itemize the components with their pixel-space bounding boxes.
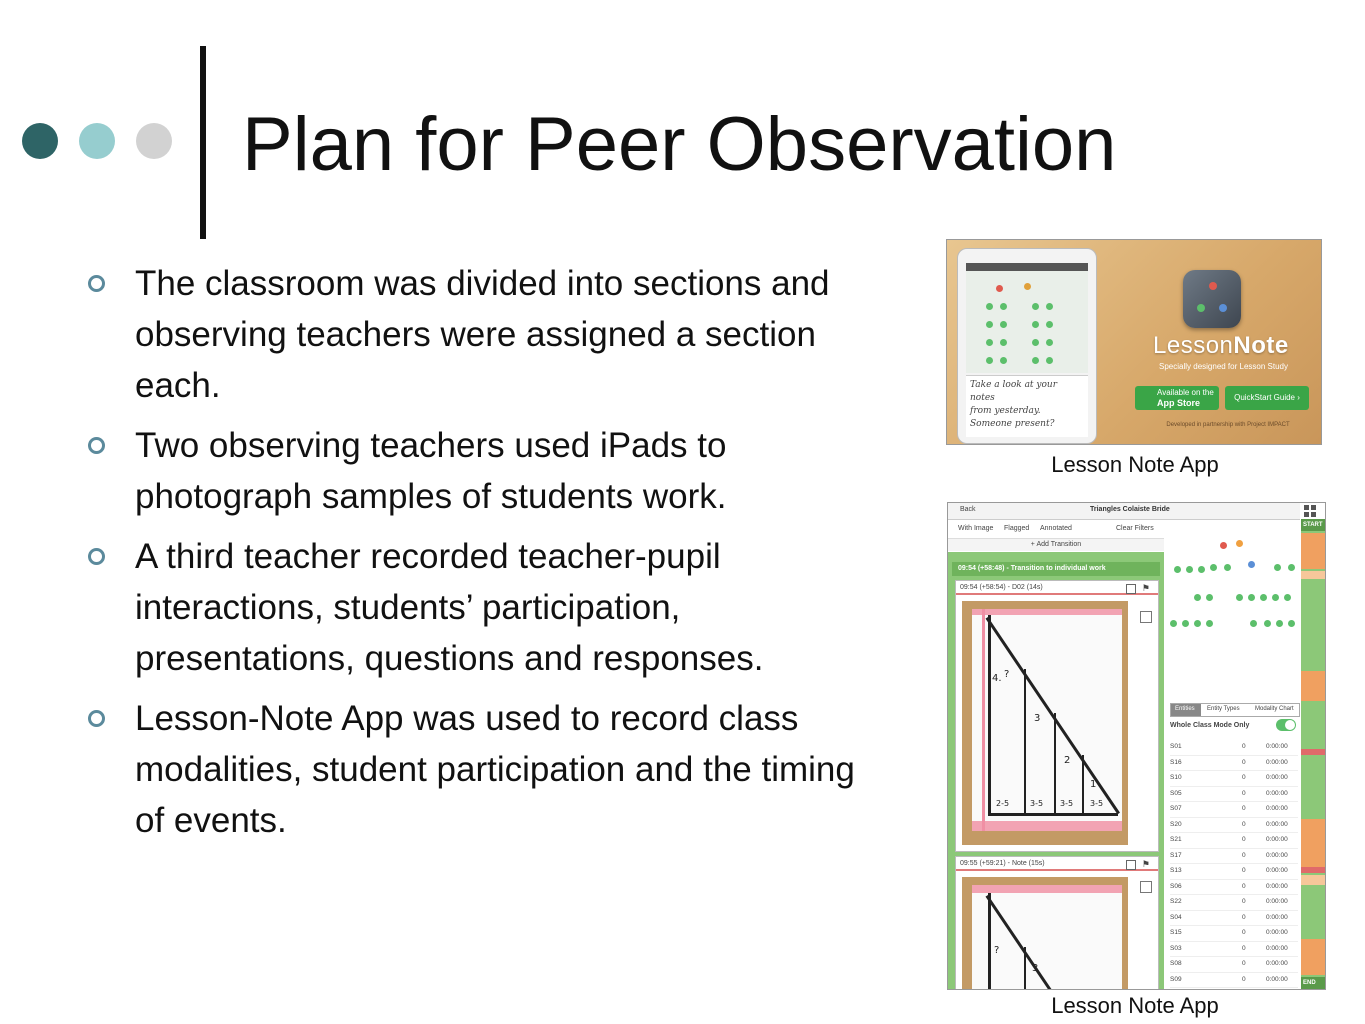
student-time: 0:00:00 <box>1266 774 1288 781</box>
student-count: 0 <box>1242 743 1246 750</box>
student-count: 0 <box>1242 805 1246 812</box>
bullet-item <box>88 693 888 846</box>
student-node-icon <box>1288 620 1295 627</box>
student-id: S06 <box>1170 882 1182 890</box>
timeline-segment <box>1301 533 1325 569</box>
student-id: S05 <box>1170 789 1182 797</box>
student-id: S08 <box>1170 960 1182 967</box>
student-node-icon <box>986 321 993 328</box>
tab-entity-types: Entity Types <box>1207 706 1240 712</box>
bullet-item <box>88 420 888 522</box>
bullet-ring-icon <box>88 275 105 292</box>
student-row <box>1170 973 1298 989</box>
student-time: 0:00:00 <box>1266 758 1288 766</box>
student-node-icon <box>1276 620 1283 627</box>
student-row <box>1170 895 1298 911</box>
triangle-edge <box>986 617 1120 814</box>
bullet-item <box>88 531 888 684</box>
promo-tagline: Specially designed for Lesson Study <box>1159 362 1288 371</box>
flag-icon: ⚑ <box>1141 583 1150 593</box>
app-header <box>948 503 1300 520</box>
student-node-icon <box>986 303 993 310</box>
expand-icon <box>1140 881 1152 893</box>
bullet-ring-icon <box>88 710 105 727</box>
lessonnote-promo-image <box>946 239 1322 445</box>
worksheet <box>972 609 1122 831</box>
student-id: S13 <box>1170 867 1182 874</box>
bullet-text: Two observing teachers used iPads to photograph samples of students work. <box>135 426 727 516</box>
store-label: App Store <box>1157 398 1201 408</box>
student-node-icon <box>986 339 993 346</box>
pink-border <box>972 821 1122 831</box>
filter-annotated: Annotated <box>1040 525 1072 532</box>
student-id: S20 <box>1170 820 1182 828</box>
student-node-icon <box>1260 594 1267 601</box>
teacher-node-icon <box>1236 540 1243 547</box>
filter-bar <box>948 520 1164 539</box>
student-node-icon <box>1194 594 1201 601</box>
student-count: 0 <box>1242 774 1246 781</box>
student-count: 0 <box>1242 758 1246 766</box>
lessonnote-app-icon <box>1183 270 1241 328</box>
student-row <box>1170 833 1298 849</box>
student-time: 0:00:00 <box>1266 867 1288 874</box>
student-node-icon <box>1032 357 1039 364</box>
worksheet-mark: 3-5 <box>1090 799 1104 808</box>
worksheet-mark: 2 <box>1064 755 1071 766</box>
student-id: S01 <box>1170 743 1182 750</box>
student-node-icon <box>1046 303 1053 310</box>
filter-flagged: Flagged <box>1004 525 1030 532</box>
student-id: S09 <box>1170 975 1182 983</box>
section-line <box>1024 669 1026 815</box>
bullet-list <box>88 258 888 855</box>
worksheet-mark: 3 <box>1034 713 1041 724</box>
worksheet-mark: ? <box>1004 669 1010 680</box>
student-work-photo <box>962 601 1128 845</box>
event-card-header: 09:54 (+58:54) - D02 (14s) <box>956 581 1158 595</box>
slide-title: Plan for Peer Observation <box>242 102 1117 187</box>
student-time: 0:00:00 <box>1266 836 1288 843</box>
student-count: 0 <box>1242 975 1246 983</box>
student-count: 0 <box>1242 836 1246 843</box>
student-node-icon <box>1032 321 1039 328</box>
student-id: S07 <box>1170 805 1182 812</box>
transition-banner: 09:54 (+58:48) - Transition to individual work <box>952 562 1160 576</box>
flag-icon: ⚑ <box>1141 859 1150 869</box>
student-node-icon <box>1024 283 1031 290</box>
student-node-icon <box>1000 321 1007 328</box>
worksheet-mark: 2-5 <box>996 799 1010 808</box>
class-panel <box>1166 520 1300 989</box>
triangle-edge <box>988 893 991 990</box>
timeline-end-label: END <box>1303 980 1316 986</box>
bullet-ring-icon <box>88 548 105 565</box>
pink-border <box>972 609 1122 615</box>
student-node-icon <box>1046 339 1053 346</box>
worksheet-mark: 3-5 <box>1030 799 1044 808</box>
pink-border <box>972 885 1122 893</box>
student-id: S16 <box>1170 758 1182 766</box>
student-id: S04 <box>1170 913 1182 921</box>
worksheet-mark: ? <box>994 945 1000 956</box>
ipad-handwritten-note <box>966 375 1088 437</box>
timeline-segment <box>1301 875 1325 885</box>
student-row <box>1170 802 1298 818</box>
ipad-device <box>957 248 1097 444</box>
worksheet <box>972 885 1122 990</box>
student-node-icon <box>1198 566 1205 573</box>
student-count: 0 <box>1242 882 1246 890</box>
student-row <box>1170 880 1298 896</box>
student-row <box>1170 771 1298 787</box>
event-card <box>955 856 1159 990</box>
student-row <box>1170 818 1298 834</box>
student-node-icon <box>986 357 993 364</box>
student-count: 0 <box>1242 929 1246 936</box>
timeline-segment <box>1301 819 1325 867</box>
student-node-icon <box>1000 357 1007 364</box>
filter-with-image: With Image <box>958 525 994 532</box>
student-node-icon <box>1248 594 1255 601</box>
student-time: 0:00:00 <box>1266 805 1288 812</box>
tab-entities: Entities <box>1175 706 1195 712</box>
student-list <box>1170 740 1298 988</box>
student-node-icon <box>1000 303 1007 310</box>
student-row <box>1170 926 1298 942</box>
worksheet-mark: 3-5 <box>1060 799 1074 808</box>
worksheet-mark: 1 <box>1090 779 1097 790</box>
teacher-node-icon <box>1220 542 1227 549</box>
quickstart-guide-button: QuickStart Guide › <box>1225 386 1309 410</box>
student-node-icon <box>1000 339 1007 346</box>
timeline-segment <box>1301 749 1325 755</box>
lessonnote-brand: LessonNote <box>1153 332 1289 359</box>
student-id: S17 <box>1170 851 1182 859</box>
ipad-screen <box>966 263 1088 373</box>
student-time: 0:00:00 <box>1266 851 1288 859</box>
triangle-edge <box>988 813 1118 816</box>
student-node-icon <box>1170 620 1177 627</box>
student-row <box>1170 911 1298 927</box>
bullet-text: The classroom was divided into sections and observing teachers were assigned a section each. <box>135 264 830 405</box>
ipad-toolbar <box>966 263 1088 271</box>
section-line <box>1024 947 1026 990</box>
student-node-icon <box>1274 564 1281 571</box>
student-node-icon <box>1206 620 1213 627</box>
app-store-button <box>1135 386 1219 410</box>
student-row <box>1170 756 1298 772</box>
student-time: 0:00:00 <box>1266 975 1288 983</box>
student-node-icon <box>1194 620 1201 627</box>
lesson-title: Triangles Colaiste Bride <box>1090 506 1170 513</box>
student-node-icon <box>1288 564 1295 571</box>
student-node-icon <box>996 285 1003 292</box>
student-time: 0:00:00 <box>1266 944 1288 952</box>
student-row <box>1170 957 1298 973</box>
student-node-icon <box>1264 620 1271 627</box>
timeline-start-label: START <box>1303 522 1323 528</box>
student-node-icon <box>1032 339 1039 346</box>
image-caption-top: Lesson Note App <box>1051 452 1219 477</box>
student-node-icon <box>1186 566 1193 573</box>
student-count: 0 <box>1242 913 1246 921</box>
student-node-icon <box>1250 620 1257 627</box>
bullet-text: Lesson-Note App was used to record class modalities, student participation and the timing of events. <box>135 699 855 840</box>
student-id: S21 <box>1170 836 1182 843</box>
student-node-icon <box>1046 357 1053 364</box>
event-card <box>955 580 1159 852</box>
student-node-icon <box>1210 564 1217 571</box>
student-time: 0:00:00 <box>1266 743 1288 750</box>
triangle-edge <box>988 615 991 815</box>
expand-icon <box>1140 611 1152 623</box>
pink-margin <box>982 609 985 831</box>
panel-tabs <box>1170 703 1300 717</box>
student-row <box>1170 787 1298 803</box>
event-feed <box>948 552 1164 989</box>
title-divider <box>200 46 206 239</box>
lesson-timeline <box>1301 519 1325 989</box>
worksheet-mark: 4. <box>992 673 1002 684</box>
student-id: S03 <box>1170 944 1182 952</box>
student-row <box>1170 942 1298 958</box>
promo-footnote: Developed in partnership with Project IMPACT <box>1166 422 1290 428</box>
student-row <box>1170 740 1298 756</box>
student-count: 0 <box>1242 867 1246 874</box>
tab-modality-chart: Modality Chart <box>1255 706 1294 712</box>
event-card-header: 09:55 (+59:21) - Note (15s) <box>956 857 1158 871</box>
student-time: 0:00:00 <box>1266 898 1288 905</box>
student-time: 0:00:00 <box>1266 929 1288 936</box>
back-button: Back <box>960 506 976 513</box>
student-row <box>1170 864 1298 880</box>
worksheet-mark: 3 <box>1032 963 1039 974</box>
timeline-segment <box>1301 939 1325 975</box>
student-count: 0 <box>1242 851 1246 859</box>
note-line: Someone present? <box>970 419 1055 429</box>
note-line: from yesterday. <box>970 406 1041 416</box>
decor-dot-gray <box>136 123 172 159</box>
student-row <box>1170 849 1298 865</box>
student-node-icon <box>1224 564 1231 571</box>
section-line <box>1082 755 1084 815</box>
student-count: 0 <box>1242 898 1246 905</box>
clear-filters: Clear Filters <box>1116 525 1154 532</box>
whole-class-mode-toggle <box>1276 719 1296 731</box>
whole-class-mode-label: Whole Class Mode Only <box>1170 722 1250 729</box>
student-node-icon <box>1174 566 1181 573</box>
note-icon <box>1126 860 1136 870</box>
lessonnote-app-screenshot <box>947 502 1326 990</box>
student-id: S22 <box>1170 898 1182 905</box>
student-node-icon <box>1046 321 1053 328</box>
bullet-text: A third teacher recorded teacher-pupil interactions, students’ participation, presentations, questions and responses. <box>135 537 764 678</box>
grid-icon <box>1304 505 1316 517</box>
timeline-segment <box>1301 867 1325 873</box>
bullet-item <box>88 258 888 411</box>
student-node-icon <box>1032 303 1039 310</box>
note-line: Take a look at your notes <box>970 380 1058 403</box>
student-count: 0 <box>1242 789 1246 797</box>
student-id: S10 <box>1170 774 1182 781</box>
student-time: 0:00:00 <box>1266 789 1288 797</box>
student-node-icon <box>1248 561 1255 568</box>
timeline-segment <box>1301 671 1325 701</box>
decor-dot-light <box>79 123 115 159</box>
student-time: 0:00:00 <box>1266 820 1288 828</box>
student-count: 0 <box>1242 944 1246 952</box>
student-node-icon <box>1182 620 1189 627</box>
decor-dot-dark <box>22 123 58 159</box>
timeline-segment <box>1301 571 1325 579</box>
student-time: 0:00:00 <box>1266 913 1288 921</box>
student-node-icon <box>1206 594 1213 601</box>
note-icon <box>1126 584 1136 594</box>
bullet-ring-icon <box>88 437 105 454</box>
student-time: 0:00:00 <box>1266 882 1288 890</box>
student-work-photo <box>962 877 1128 990</box>
add-transition-button: + Add Transition <box>948 539 1164 551</box>
student-node-icon <box>1236 594 1243 601</box>
image-caption-bottom: Lesson Note App <box>1051 993 1219 1018</box>
section-line <box>1054 713 1056 815</box>
student-count: 0 <box>1242 820 1246 828</box>
student-node-icon <box>1272 594 1279 601</box>
student-time: 0:00:00 <box>1266 960 1288 967</box>
store-small-text: Available on the <box>1157 388 1214 397</box>
student-node-icon <box>1284 594 1291 601</box>
student-id: S15 <box>1170 929 1182 936</box>
student-count: 0 <box>1242 960 1246 967</box>
